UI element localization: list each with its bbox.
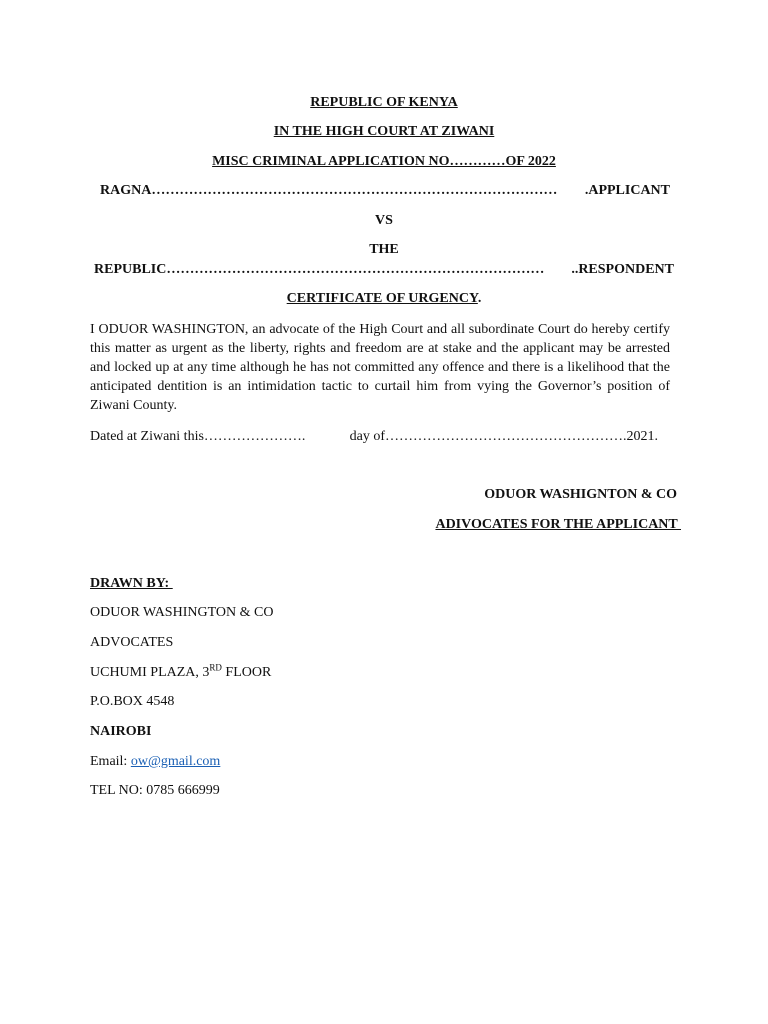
address-prefix: UCHUMI PLAZA, 3 <box>90 665 210 680</box>
dated-mid: day of <box>349 429 385 444</box>
address-suffix: FLOOR <box>221 665 272 680</box>
respondent-name: REPUBLIC <box>94 262 167 277</box>
drawn-by-email-line <box>90 753 220 771</box>
dated-dots-day: …………………. <box>203 429 306 444</box>
drawn-by-tel: TEL NO: 0785 666999 <box>90 783 220 798</box>
versus-label: VS <box>375 213 393 228</box>
header-application-no: MISC CRIMINAL APPLICATION NO…………OF 2022 <box>212 154 556 169</box>
the-label: THE <box>369 242 399 257</box>
applicant-name: RAGNA <box>100 183 152 198</box>
header-court: IN THE HIGH COURT AT ZIWANI <box>273 124 495 139</box>
dated-line <box>90 428 658 446</box>
respondent-role: ..RESPONDENT <box>571 262 674 277</box>
dated-prefix: Dated at Ziwani this <box>90 429 204 444</box>
respondent-line <box>94 261 674 279</box>
signature-firm: ODUOR WASHIGNTON & CO <box>484 487 677 502</box>
drawn-by-pobox: P.O.BOX 4548 <box>90 694 175 709</box>
email-label: Email: <box>90 754 131 769</box>
drawn-by-firm: ODUOR WASHINGTON & CO <box>90 605 274 620</box>
drawn-by-address <box>90 664 271 682</box>
certificate-title-period: . <box>477 291 482 306</box>
drawn-by-label: DRAWN BY: <box>90 576 173 591</box>
signature-role: ADIVOCATES FOR THE APPLICANT <box>435 517 681 532</box>
email-link[interactable]: ow@gmail.com <box>130 754 221 769</box>
address-superscript: RD <box>209 662 222 673</box>
dated-year: 2021. <box>626 429 658 444</box>
certificate-body: I ODUOR WASHINGTON, an advocate of the High Court and all subordinate Court do hereby certify this matter as urgent as the liberty, rights and freedom are at stake and the applicant may be arrested and locked up at any time although he has not committed any offence and there is a likelihood that the anticipated dentition is an intimidation tactic to curtail him from vying the Governor’s position of Ziwani County. <box>90 322 670 413</box>
certificate-title-line <box>0 290 768 308</box>
certificate-title: CERTIFICATE OF URGENCY <box>286 291 478 306</box>
drawn-by-advocates: ADVOCATES <box>90 635 174 650</box>
applicant-line <box>100 182 670 200</box>
dated-dots-month: ……………………………………………. <box>385 429 627 444</box>
applicant-dots: …………………………………………………………………………… <box>151 183 558 198</box>
header-republic: REPUBLIC OF KENYA <box>310 95 458 110</box>
respondent-dots: ……………………………………………………………………… <box>166 262 545 277</box>
applicant-role: .APPLICANT <box>584 183 670 198</box>
drawn-by-city: NAIROBI <box>90 724 152 739</box>
